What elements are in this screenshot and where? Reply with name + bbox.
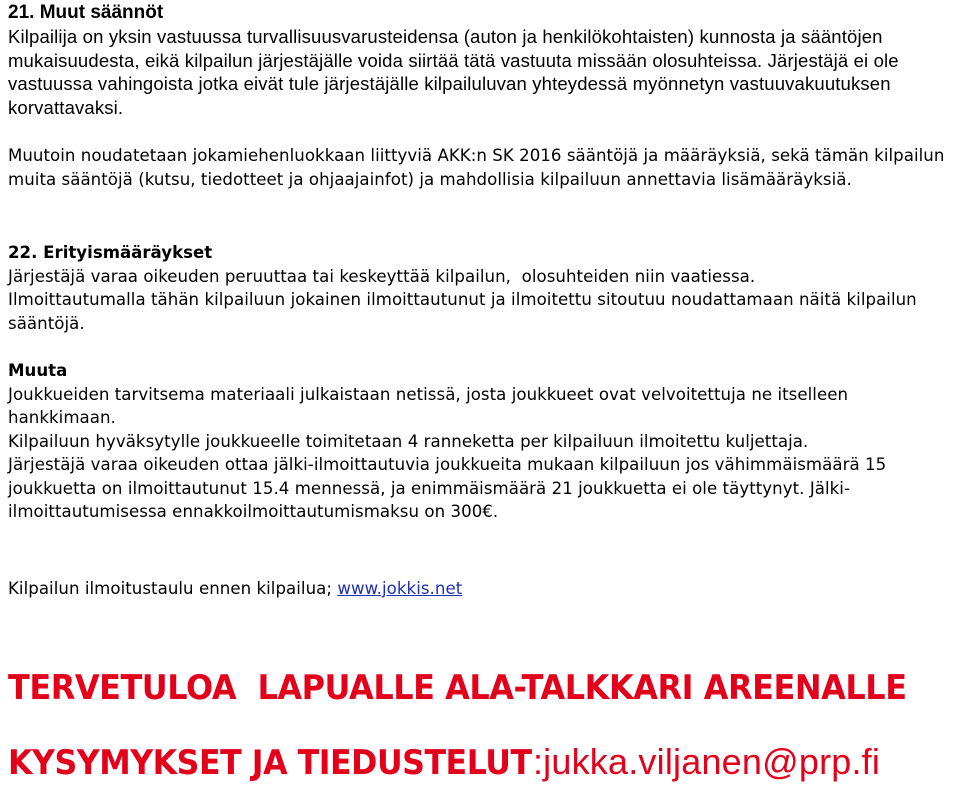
materials-paragraph: Joukkueiden tarvitsema materiaali julkaistaan netissä, josta joukkueet ovat velvoitettuja ne itselleen hankkimaan. bbox=[8, 384, 849, 427]
section-22 bbox=[8, 241, 953, 335]
noticeboard-text: Kilpailun ilmoitustaulu ennen kilpailua; bbox=[8, 579, 338, 598]
section-21-heading: 21. Muut säännöt bbox=[8, 2, 164, 23]
jokkis-link[interactable]: www.jokkis.net bbox=[337, 579, 463, 598]
rules-paragraph: Muutoin noudatetaan jokamiehenluokkaan liittyviä AKK:n SK 2016 sääntöjä ja määräyksiä, sekä tämän kilpailun muita sääntöjä (kutsu, tiedotteet ja ohjaajainfot) ja mahdollisia kilpailuun annettavia lisämääräyksiä. bbox=[8, 146, 945, 189]
noticeboard-line bbox=[8, 577, 462, 601]
rules-block bbox=[8, 144, 958, 191]
late-registration-paragraph: Järjestäjä varaa oikeuden ottaa jälki-ilmoittautuvia joukkueita mukaan kilpailuun jos vähimmäismäärä 15 joukkuetta on ilmoittautunut 15.4 mennessä, ja enimmäismäärä 21 joukkuetta ei ole täyttynyt. Jälki-ilmoittautumisessa ennakkoilmoittautumismaksu on 300€. bbox=[8, 455, 887, 521]
section-21 bbox=[8, 1, 956, 119]
questions-label: KYSYMYKSET JA TIEDUSTELUT bbox=[8, 743, 532, 783]
welcome-banner: TERVETULOA LAPUALLE ALA-TALKKARI AREENALLE bbox=[8, 668, 907, 708]
commitment-paragraph: Ilmoittautumalla tähän kilpailuun jokainen ilmoittautunut ja ilmoitettu sitoutuu noudattamaan näitä kilpailun sääntöjä. bbox=[8, 290, 917, 333]
responsibility-paragraph: Kilpailija on yksin vastuussa turvallisuusvarusteidensa (auton ja henkilökohtaisten) kunnosta ja sääntöjen mukaisuudesta, eikä kilpailun järjestäjälle voida siirtää tätä vastuuta missään olosuhteissa. Järjestäjä ei ole vastuussa vahingoista jotka eivät tule järjestäjälle kilpailuluvan yhteydessä myönnetyn vastuuvakuutuksen korvattavaksi. bbox=[8, 26, 899, 118]
wristbands-paragraph: Kilpailuun hyväksytylle joukkueelle toimitetaan 4 ranneketta per kilpailuun ilmoitettu kuljettaja. bbox=[8, 431, 809, 451]
cancel-right-paragraph: Järjestäjä varaa oikeuden peruuttaa tai keskeyttää kilpailun, olosuhteiden niin vaatiessa. bbox=[8, 266, 756, 286]
muuta-section bbox=[8, 359, 938, 524]
section-22-heading: 22. Erityismääräykset bbox=[8, 243, 213, 262]
contact-email[interactable]: :jukka.viljanen@prp.fi bbox=[532, 741, 881, 782]
noticeboard-paragraph bbox=[8, 577, 462, 601]
questions-banner bbox=[8, 742, 880, 783]
muuta-heading: Muuta bbox=[8, 361, 68, 380]
